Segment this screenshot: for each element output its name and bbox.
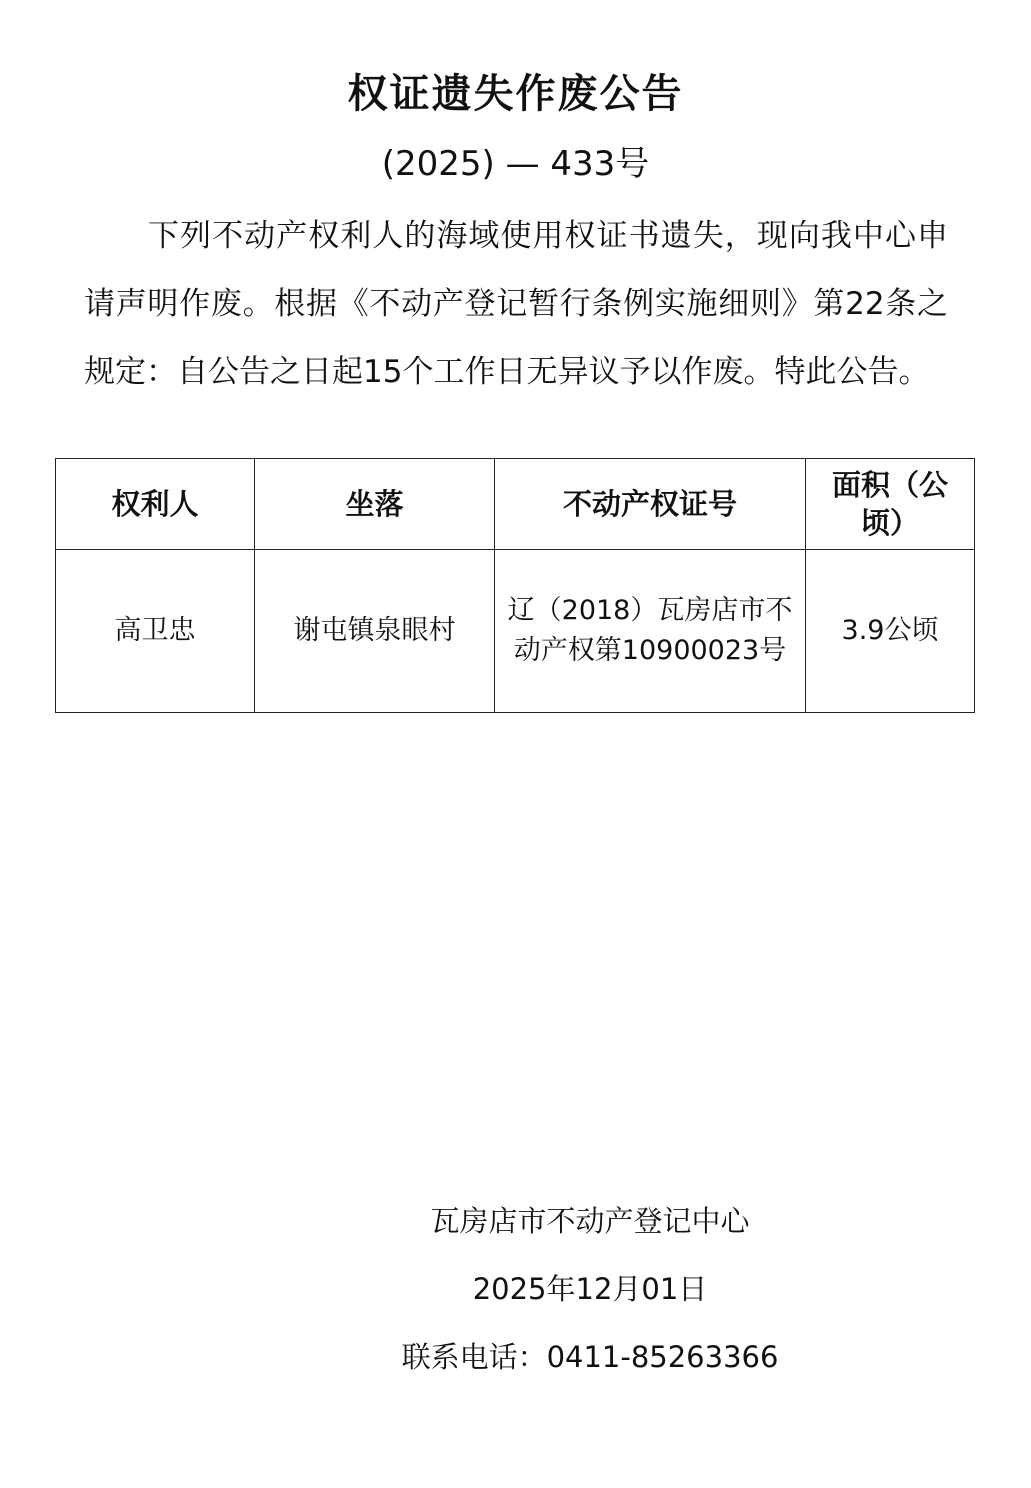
holder-cell: 高卫忠 (56, 550, 255, 713)
column-header-area: 面积（公顷） (806, 459, 975, 550)
issue-date: 2025年12月01日 (472, 1272, 708, 1306)
contact-phone: 联系电话：0411-85263366 (401, 1340, 779, 1374)
column-header-location: 坐落 (255, 459, 495, 550)
issuing-organization: 瓦房店市不动产登记中心 (430, 1204, 750, 1238)
notice-number: (2025) — 433号 (381, 144, 650, 184)
location-cell: 谢屯镇泉眼村 (255, 550, 495, 713)
certificate-table (55, 458, 975, 713)
notice-title: 权证遗失作废公告 (347, 71, 684, 117)
area-cell: 3.9公顷 (806, 550, 975, 713)
table-header-row (56, 459, 975, 550)
table-row (56, 550, 975, 713)
certificate-cell: 辽（2018）瓦房店市不动产权第10900023号 (495, 550, 806, 713)
column-header-certificate: 不动产权证号 (495, 459, 806, 550)
notice-body: 下列不动产权利人的海域使用权证书遗失，现向我中心申请声明作废。根据《不动产登记暂行条例实施细则》第22条之规定：自公告之日起15个工作日无异议予以作废。特此公告。 (84, 218, 948, 390)
column-header-holder: 权利人 (56, 459, 255, 550)
